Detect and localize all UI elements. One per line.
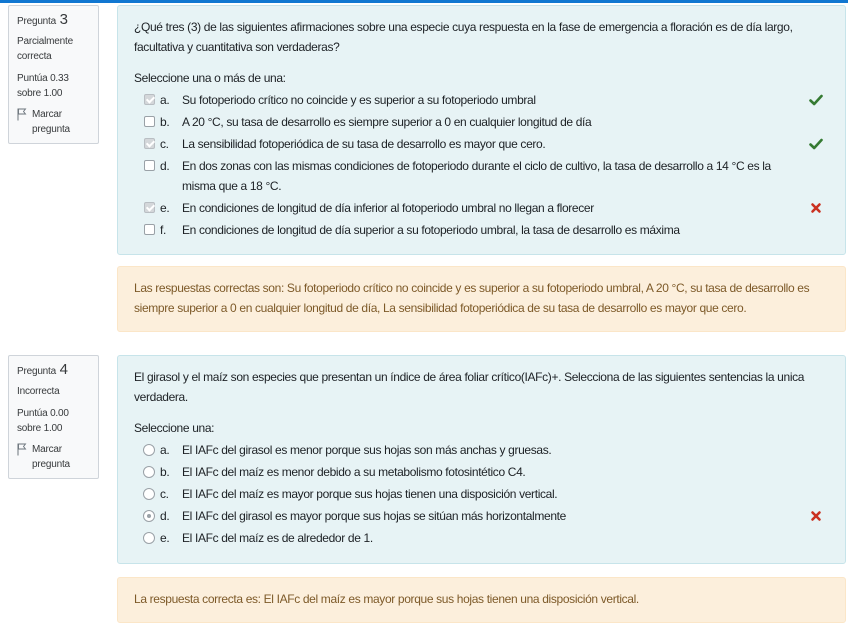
answer-option[interactable]: a. El IAFc del girasol es menor porque sus hojas son más anchas y gruesas. bbox=[134, 440, 829, 460]
answer-list bbox=[134, 440, 829, 548]
flag-icon bbox=[17, 443, 27, 456]
answer-option[interactable]: a. Su fotoperiodo crítico no coincide y es superior a su fotoperiodo umbral bbox=[134, 90, 829, 110]
answer-option[interactable]: c. El IAFc del maíz es mayor porque sus hojas tienen una disposición vertical. bbox=[134, 484, 829, 504]
incorrect-cross-icon bbox=[809, 509, 823, 523]
correct-check-icon bbox=[809, 93, 823, 107]
incorrect-cross-icon bbox=[809, 201, 823, 215]
question-formulation bbox=[117, 355, 846, 564]
answer-checkbox[interactable] bbox=[144, 138, 155, 149]
correct-answer-feedback: La respuesta correcta es: El IAFc del maíz es mayor porque sus hojas tienen una disposición vertical. bbox=[117, 577, 846, 623]
flag-icon bbox=[17, 108, 27, 121]
answer-option[interactable]: f. En condiciones de longitud de día superior a su fotoperiodo umbral, la tasa de desarrollo es máxima bbox=[134, 220, 829, 240]
question-text: ¿Qué tres (3) de las siguientes afirmaciones sobre una especie cuya respuesta en la fase de emergencia a floración es de día largo, facultativa y cuantitativa son verdaderas? bbox=[134, 20, 793, 54]
answer-radio[interactable] bbox=[143, 532, 155, 544]
answer-option[interactable]: b. El IAFc del maíz es menor debido a su metabolismo fotosintético C4. bbox=[134, 462, 829, 482]
flag-question-button[interactable]: Marcar pregunta bbox=[17, 107, 90, 137]
flag-question-button[interactable]: Marcar pregunta bbox=[17, 442, 90, 472]
answer-option[interactable]: d. En dos zonas con las mismas condiciones de fotoperiodo durante el ciclo de cultivo, la tasa de desarrollo a 14 °C es la misma que a 18 °C. bbox=[134, 156, 829, 196]
top-accent-bar bbox=[0, 0, 848, 3]
question-formulation bbox=[117, 5, 846, 255]
answer-checkbox[interactable] bbox=[144, 160, 155, 171]
question-info-panel bbox=[8, 5, 99, 144]
answer-prompt: Seleccione una: bbox=[134, 421, 215, 435]
answer-radio[interactable] bbox=[143, 444, 155, 456]
question-state: Parcialmente correcta bbox=[17, 36, 73, 62]
answer-option[interactable]: d. El IAFc del girasol es mayor porque sus hojas se sitúan más horizontalmente bbox=[134, 506, 829, 526]
question-number: Pregunta 3 bbox=[17, 11, 68, 28]
answer-option[interactable]: b. A 20 °C, su tasa de desarrollo es siempre superior a 0 en cualquier longitud de día bbox=[134, 112, 829, 132]
answer-radio[interactable] bbox=[143, 466, 155, 478]
answer-prompt: Seleccione una o más de una: bbox=[134, 71, 286, 85]
answer-list bbox=[134, 90, 829, 240]
answer-checkbox[interactable] bbox=[144, 94, 155, 105]
question-state: Incorrecta bbox=[17, 386, 60, 397]
answer-option[interactable]: e. En condiciones de longitud de día inferior al fotoperiodo umbral no llegan a florecer bbox=[134, 198, 829, 218]
question-grade: Puntúa 0.33 sobre 1.00 bbox=[17, 73, 69, 99]
question-text: El girasol y el maíz son especies que presentan un índice de área foliar crítico(IAFc)+. Selecciona de las siguientes sentencias la unica verdadera. bbox=[134, 370, 805, 404]
correct-check-icon bbox=[809, 137, 823, 151]
question-number: Pregunta 4 bbox=[17, 361, 68, 378]
answer-option[interactable]: c. La sensibilidad fotoperiódica de su tasa de desarrollo es mayor que cero. bbox=[134, 134, 829, 154]
answer-radio[interactable] bbox=[143, 510, 155, 522]
answer-radio[interactable] bbox=[143, 488, 155, 500]
answer-checkbox[interactable] bbox=[144, 202, 155, 213]
answer-option[interactable]: e. El IAFc del maíz es de alrededor de 1. bbox=[134, 528, 829, 548]
correct-answer-feedback: Las respuestas correctas son: Su fotoperiodo crítico no coincide y es superior a su fotoperiodo umbral, A 20 °C, su tasa de desarrollo es siempre superior a 0 en cualquier longitud de día, La sensibilidad fotoperiódica de su tasa de desarrollo es mayor que cero. bbox=[117, 266, 846, 332]
answer-checkbox[interactable] bbox=[144, 116, 155, 127]
answer-checkbox[interactable] bbox=[144, 224, 155, 235]
question-grade: Puntúa 0.00 sobre 1.00 bbox=[17, 408, 69, 434]
question-info-panel bbox=[8, 355, 99, 479]
